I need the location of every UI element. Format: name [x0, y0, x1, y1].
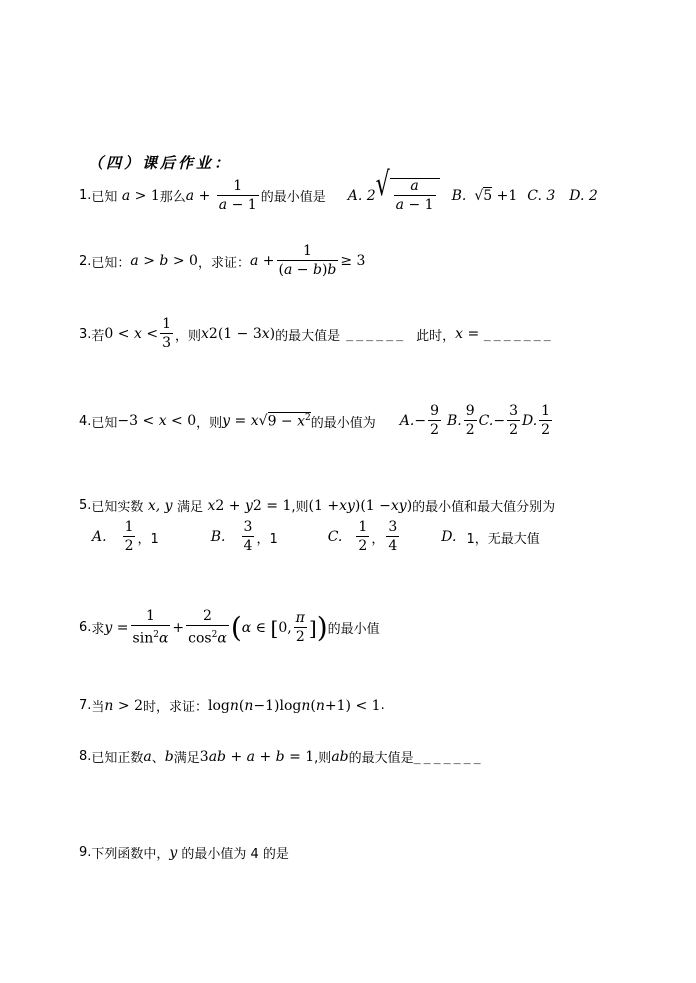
question-3: 3. 若 0 < x < $\frac{1}{3}$ ，则 x 2 (1 − 3 x ) 的最大值是 ______ 此时， x = _______ [79, 316, 554, 351]
section-title: （四）课后作业： [88, 154, 233, 172]
question-2: 2. 已知： a > b > 0 ，求证： a + $\frac{1}{(a - b)b}$ ≥ 3 [79, 243, 366, 278]
fraction: $\frac{1}{a - 1}$ [218, 177, 257, 213]
question-4: 4. 已知 −3 < x < 0 ，则 y = x √ $9 - x^2$ 的最小值为 A. − $\frac{9}{2}$ B. $\frac{9}{2}$ C. − $\frac{3}{2}$ D. $\frac{1}{2}$ [79, 403, 551, 438]
question-8: 8. 已知正数 a 、 b 满足 3 ab + a + b = 1 ,则 ab 的最大值是 _______ [79, 748, 484, 766]
question-5-options: A. $\frac{1}{2}$ ，1 B. $\frac{3}{4}$ ，1 C. $\frac{1}{2}$ ， $\frac{3}{4}$ D. 1，无最大值 [92, 519, 540, 554]
question-5: 5. 已知实数 x, y 满足 x 2 + y 2 = 1 ,则 (1 + xy )(1 − xy ) 的最小值和最大值分别为 [79, 497, 556, 515]
question-6: 6. 求 y = $\frac{1}{\sin^2\alpha}$ + $\frac{2}{\cos^2\alpha}$ ( α ∈ [ 0, $\frac{\pi}{2}$ ] ) 的最小值 [79, 608, 380, 647]
question-1: 1. 已知 a > 1 那么 a + $\frac{1}{a - 1}$ 的最小值是 A. 2 √ $\frac{a}{a - 1}$ B. √5 +1 C. 3 D. 2 [79, 166, 598, 213]
question-9: 9. 下列函数中， y 的最小值为 4 的是 [79, 844, 289, 862]
q1-number: 1. [79, 188, 92, 203]
question-7: 7. 当 n > 2 时，求证： log n ( n −1)log n ( n +1) < 1 . [79, 697, 385, 715]
